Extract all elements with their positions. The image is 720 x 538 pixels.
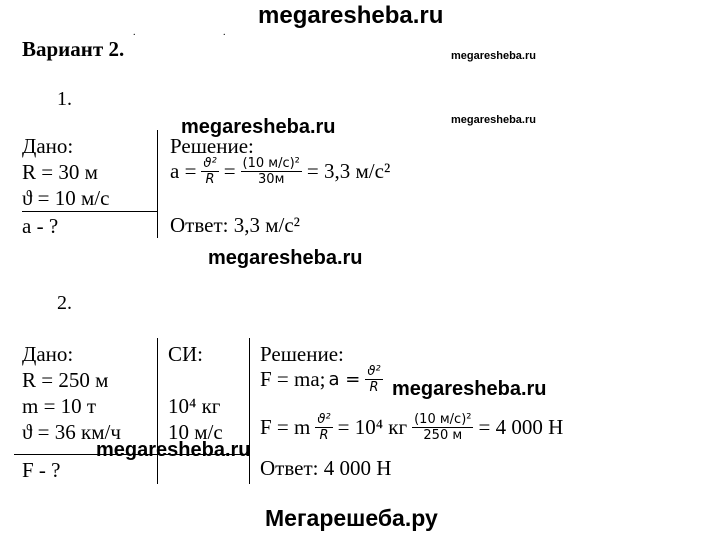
p2-si-velocity: 10 м/с (168, 420, 223, 444)
dot-mark: . (223, 27, 226, 38)
p2-formula1-lhs: a = (328, 369, 361, 390)
p1-given-header: Дано: (22, 134, 74, 158)
watermark-footer: Мегарешеба.ру (265, 505, 438, 531)
p2-given-header: Дано: (22, 342, 74, 366)
p1-formula (170, 157, 390, 186)
p1-frac2-num: (10 м/с)² (242, 156, 300, 171)
p2-given-m: m = 10 т (22, 394, 97, 418)
p2-solution-header: Решение: (260, 342, 344, 366)
watermark-overlay: megaresheba.ru (392, 378, 547, 400)
p1-fraction-v2-r (201, 157, 218, 186)
p2-vertical-divider-solution (249, 338, 250, 484)
p1-given-velocity: ϑ = 10 м/с (22, 186, 110, 210)
p1-vertical-divider (157, 130, 158, 238)
p1-answer: Ответ: 3,3 м/с² (170, 213, 300, 237)
p1-frac1-num: ϑ² (203, 156, 217, 171)
p2-formula1-text: F = ma; (260, 367, 326, 391)
p2-vertical-divider-si (157, 338, 158, 484)
problem-1-number: 1. (57, 88, 72, 110)
p2-frac1-num: ϑ² (317, 412, 331, 427)
watermark-small: megaresheba.ru (451, 50, 536, 62)
p2-si-header: СИ: (168, 342, 204, 366)
p1-formula-eq: = (223, 159, 236, 183)
p2-formula2-lhs: F = m (260, 415, 311, 439)
watermark-overlay: megaresheba.ru (96, 439, 251, 461)
p2-given-r: R = 250 м (22, 368, 109, 392)
watermark-overlay: megaresheba.ru (208, 247, 363, 269)
p2-frac-den: R (369, 380, 379, 395)
p2-frac-num: ϑ² (367, 364, 381, 379)
p2-formula2-mid: = 10⁴ кг (337, 415, 408, 439)
watermark-header: megaresheba.ru (258, 2, 444, 29)
p2-si-mass: 10⁴ кг (168, 394, 221, 418)
p2-frac1-den: R (319, 428, 329, 443)
p1-find: a - ? (22, 214, 59, 238)
variant-title: Вариант 2. (22, 37, 125, 61)
p1-given-divider (22, 211, 158, 212)
p2-fraction-values (412, 413, 473, 442)
p2-find: F - ? (22, 458, 61, 482)
p1-solution-header: Решение: (170, 134, 254, 158)
dot-mark: . (133, 27, 136, 38)
p1-frac1-den: R (205, 172, 215, 187)
p2-formula2-result: = 4 000 Н (478, 415, 564, 439)
p2-formula-1 (260, 365, 385, 394)
p2-fraction-v2-r-2 (315, 413, 332, 442)
p2-given-velocity: ϑ = 36 км/ч (22, 420, 121, 444)
p1-given-r: R = 30 м (22, 160, 98, 184)
p2-frac2-den: 250 м (423, 428, 463, 443)
p1-formula-lhs: a = (170, 159, 197, 183)
p1-frac2-den: 30м (258, 172, 285, 187)
p2-frac2-num: (10 м/с)² (414, 412, 472, 427)
p2-formula-2 (260, 413, 563, 442)
p2-fraction-v2-r (365, 365, 382, 394)
watermark-overlay: megaresheba.ru (181, 116, 336, 138)
p1-fraction-values (241, 157, 302, 186)
p1-formula-result: = 3,3 м/с² (306, 159, 391, 183)
p2-answer: Ответ: 4 000 Н (260, 456, 392, 480)
problem-2-number: 2. (57, 292, 72, 314)
watermark-small: megaresheba.ru (451, 114, 536, 126)
